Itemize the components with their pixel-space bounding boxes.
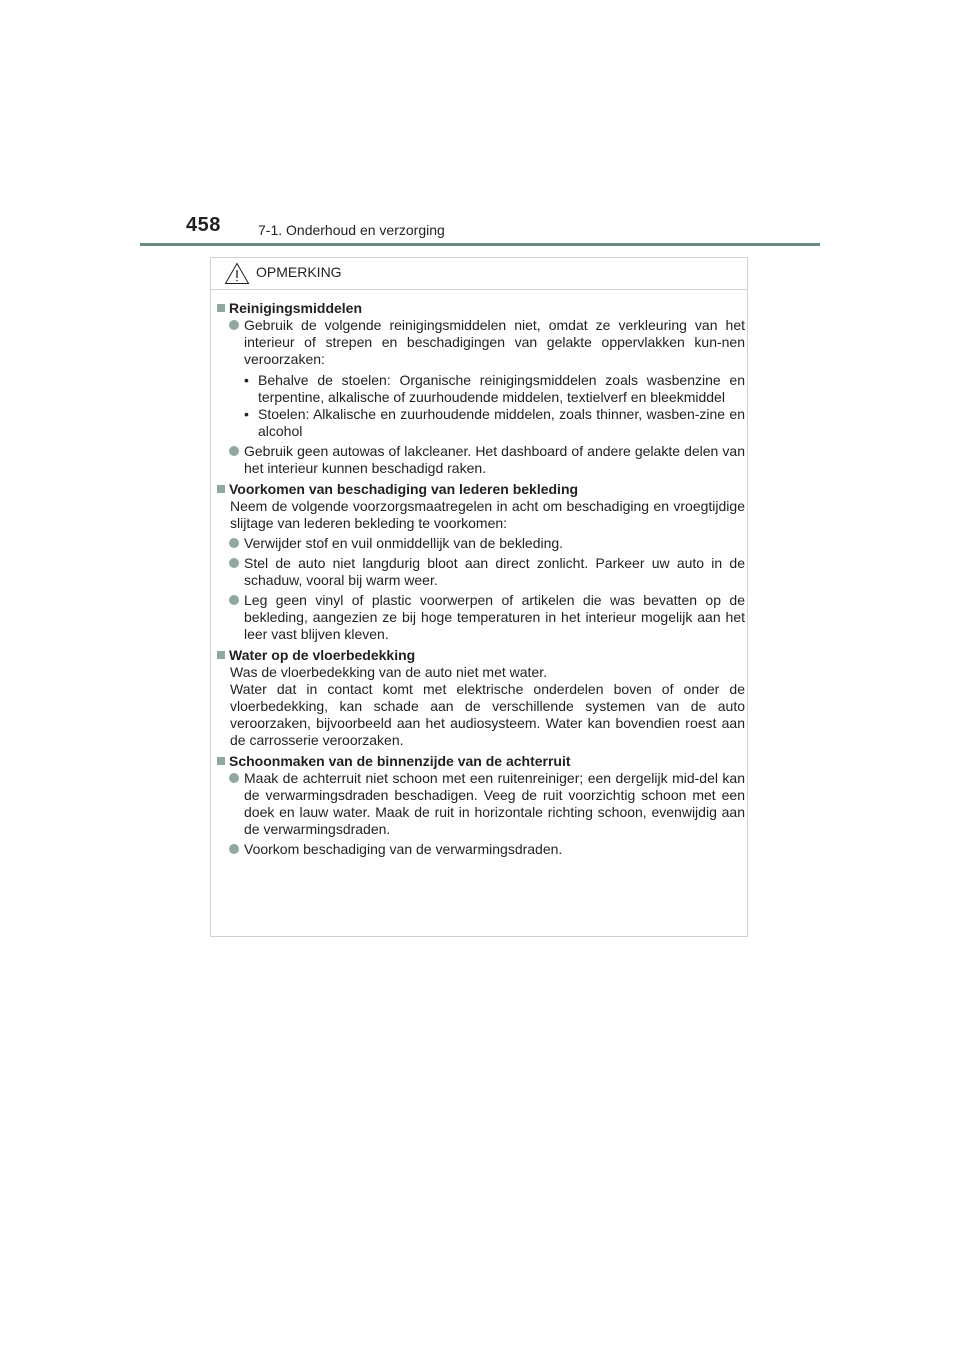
- list-item: Stel de auto niet langdurig bloot aan direct zonlicht. Parkeer uw auto in de schaduw, vooral bij warm weer.: [215, 555, 745, 589]
- list-item: Voorkom beschadiging van de verwarmingsdraden.: [215, 841, 745, 858]
- notice-content: [215, 300, 745, 862]
- page-number: 458: [186, 214, 221, 236]
- square-bullet-icon: [217, 651, 225, 659]
- circle-bullet-icon: [229, 446, 239, 456]
- section-heading: Schoonmaken van de binnenzijde van de achterruit: [215, 753, 745, 770]
- list-item: Leg geen vinyl of plastic voorwerpen of artikelen die was bevatten op de bekleding, aangezien ze bij hoge temperaturen in het interieur mogelijk aan het leer vast blijven kleven.: [215, 592, 745, 643]
- section-title: 7-1. Onderhoud en verzorging: [258, 222, 445, 238]
- sub-list-item: • Behalve de stoelen: Organische reinigingsmiddelen zoals wasbenzine en terpentine, alkalische of zuurhoudende middelen, textielverf en bleekmiddel: [244, 372, 745, 405]
- circle-bullet-icon: [229, 538, 239, 548]
- square-bullet-icon: [217, 485, 225, 493]
- section-heading: Voorkomen van beschadiging van lederen bekleding: [215, 481, 745, 498]
- paragraph: Neem de volgende voorzorgsmaatregelen in acht om beschadiging en vroegtijdige slijtage van lederen bekleding te voorkomen:: [230, 498, 745, 531]
- header-rule: [140, 243, 820, 246]
- list-item: Gebruik geen autowas of lakcleaner. Het dashboard of andere gelakte delen van het interieur kunnen beschadigd raken.: [215, 443, 745, 477]
- list-item: Verwijder stof en vuil onmiddellijk van de bekleding.: [215, 535, 745, 552]
- square-bullet-icon: [217, 304, 225, 312]
- section-heading: Reinigingsmiddelen: [215, 300, 745, 317]
- circle-bullet-icon: [229, 320, 239, 330]
- section-vloerbedekking: [215, 647, 745, 749]
- section-achterruit: [215, 753, 745, 858]
- circle-bullet-icon: [229, 595, 239, 605]
- circle-bullet-icon: [229, 844, 239, 854]
- warning-triangle-icon: [224, 262, 250, 285]
- notice-title: OPMERKING: [256, 264, 342, 280]
- section-lederen-bekleding: [215, 481, 745, 643]
- section-heading: Water op de vloerbedekking: [215, 647, 745, 664]
- notice-box: [210, 257, 748, 937]
- sub-list: [244, 372, 745, 440]
- square-bullet-icon: [217, 757, 225, 765]
- list-item: Gebruik de volgende reinigingsmiddelen niet, omdat ze verkleuring van het interieur of strepen en beschadigingen van gelakte oppervlakken kun-nen veroorzaken: • Behalve de stoelen: Organische reinigingsmiddelen zoals wasbenzine en terpentine, alkalische of zuurhoudende middelen, textielverf en bleekmiddel • Stoelen: Alkalische en zuurhoudende middelen, zoals thinner, wasben-zine en alcohol: [215, 317, 745, 440]
- paragraph: Was de vloerbedekking van de auto niet met water.: [230, 664, 547, 680]
- circle-bullet-icon: [229, 773, 239, 783]
- circle-bullet-icon: [229, 558, 239, 568]
- notice-header: [211, 258, 747, 290]
- list-item: Maak de achterruit niet schoon met een ruitenreiniger; een dergelijk mid-del kan de verwarmingsdraden beschadigen. Veeg de ruit voorzichtig schoon met een doek en lauw water. Maak de ruit in horizontale richting schoon, evenwijdig aan de verwarmingsdraden.: [215, 770, 745, 838]
- sub-list-item: • Stoelen: Alkalische en zuurhoudende middelen, zoals thinner, wasben-zine en alcohol: [244, 406, 745, 439]
- paragraph: Water dat in contact komt met elektrische onderdelen boven of onder de vloerbedekking, kan schade aan de verschillende systemen van de auto veroorzaken, bijvoorbeeld aan het audiosysteem. Water kan bovendien roest aan de carrosserie veroorzaken.: [230, 681, 745, 748]
- section-reinigingsmiddelen: [215, 300, 745, 477]
